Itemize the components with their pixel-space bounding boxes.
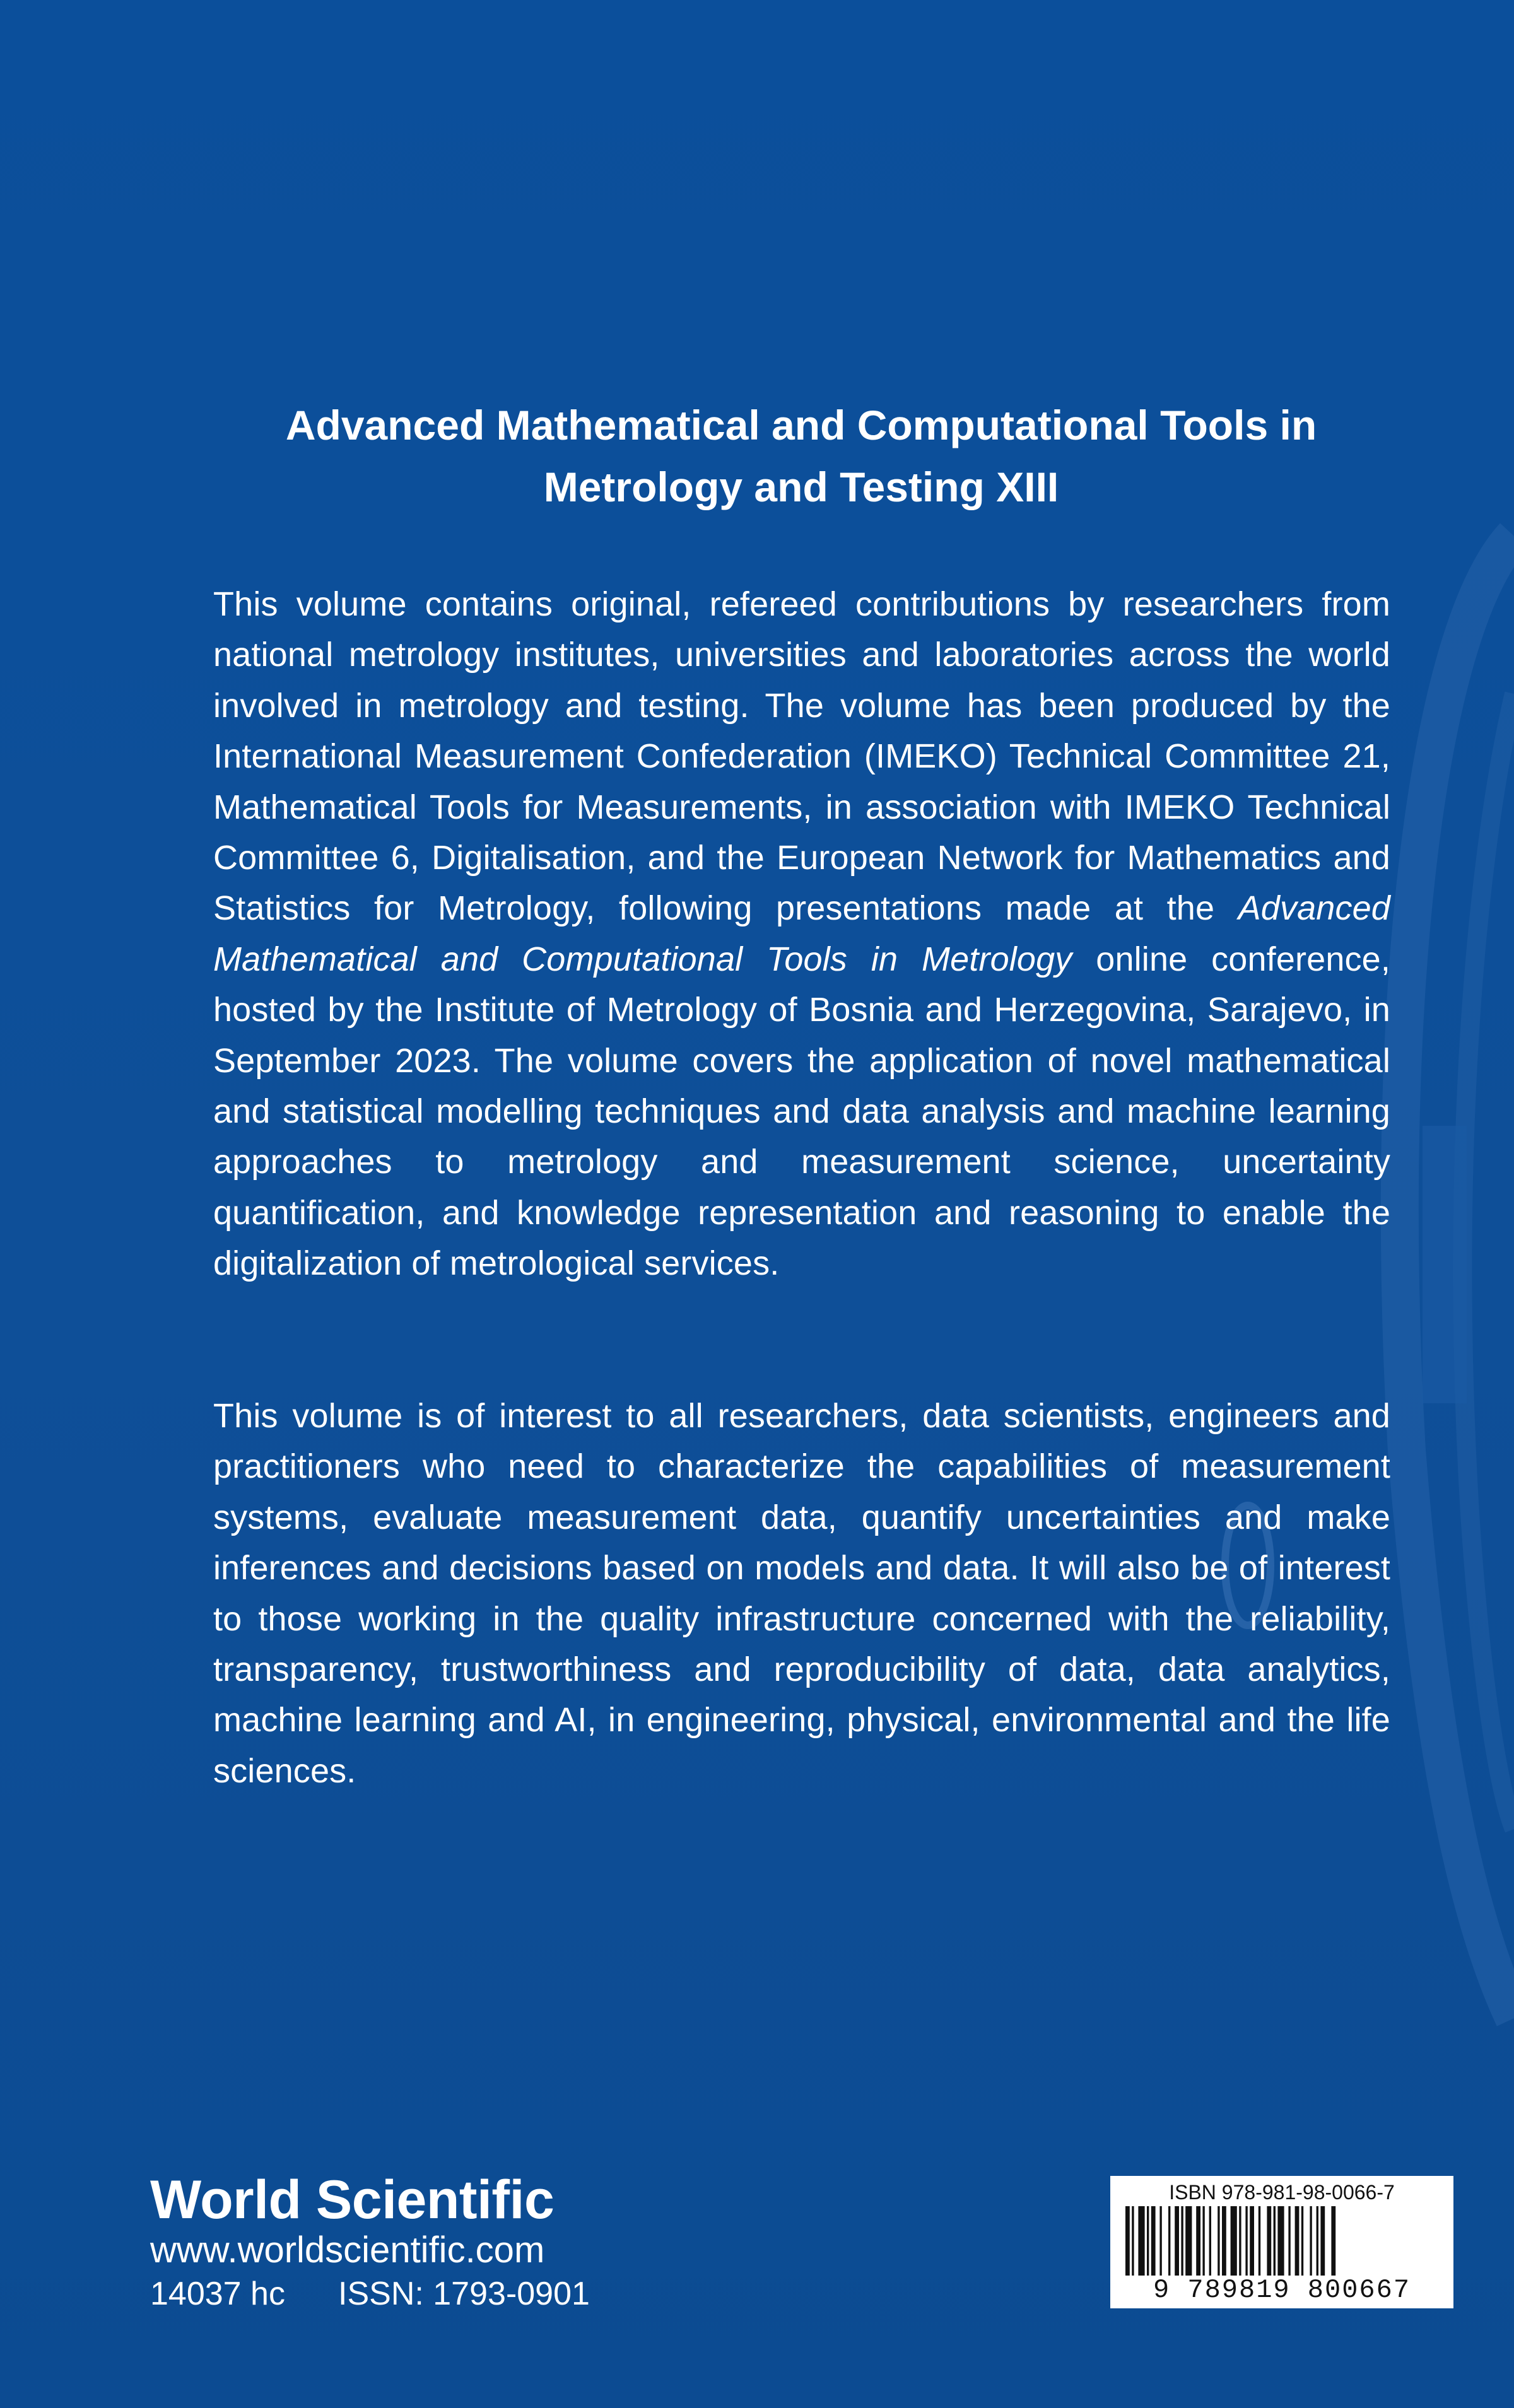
barcode-bar [1168,2206,1170,2276]
barcode-bar [1317,2206,1318,2276]
barcode-bar [1202,2206,1204,2276]
description-paragraph-1-part-a: This volume contains original, refereed contributions by researchers from national metrology institutes, universities and laboratories across the world involved in metrology and testing. The volume has been produced by the International Measurement Confederation (IMEKO) Technical Committee 21, Mathematical Tools for Measurements, in association with IMEKO Technical Committee 6, Digitalisation, and the European Network for Mathematics and Statistics for Metrology, following presentations made at the [213,585,1390,928]
barcode-bar [1222,2206,1226,2276]
publisher-url: www.worldscientific.com [150,2230,545,2271]
decorative-arc-inner [1462,694,1514,1829]
barcode-bar [1151,2206,1156,2276]
barcode-bar [1245,2206,1247,2276]
barcode-bar [1125,2206,1130,2276]
book-title-line-1: Advanced Mathematical and Computational Tools in [285,402,1317,448]
publisher-name: World Scientific [150,2170,555,2230]
barcode-bar [1196,2206,1200,2276]
barcode-bar [1295,2206,1300,2276]
description-paragraph-1 [213,579,1390,1289]
barcode-bar [1175,2206,1179,2276]
book-title-line-2: Metrology and Testing XIII [543,464,1059,510]
isbn-barcode [1110,2176,1453,2308]
barcode-bars [1123,2206,1441,2276]
barcode-bar [1231,2206,1237,2276]
series-code: 14037 hc [150,2276,285,2312]
barcode-bar [1138,2206,1144,2276]
barcode-bar [1274,2206,1276,2276]
description-paragraph-2: This volume is of interest to all researchers, data scientists, engineers and practitioners who need to characterize the capabilities of measurement systems, evaluate measurement data, quantify uncertainties and make inferences and decisions based on models and data. It will also be of interest to those working in the quality infrastructure concerned with the reliability, transparency, trustworthiness and reproducibility of data, data analytics, machine learning and AI, in engineering, physical, environmental and the life sciences. [213,1397,1390,1790]
barcode-bar [1288,2206,1290,2276]
barcode-bar [1239,2206,1241,2276]
barcode-bar [1147,2206,1149,2276]
barcode-bar [1259,2206,1260,2276]
issn-number: ISSN: 1793-0901 [338,2276,590,2312]
barcode-bar [1209,2206,1211,2276]
description-paragraph-1-part-b: online conference, hosted by the Institute of Metrology of Bosnia and Herzegovina, Sarajevo, in September 2023. The volume covers the application of novel mathematical and statistical modelling techniques and data analysis and machine learning approaches to metrology and measurement science, uncertainty quantification, and knowledge representation and reasoning to enable the digitalization of metrological services. [213,940,1390,1283]
barcode-bar [1277,2206,1284,2276]
barcode-bar [1267,2206,1271,2276]
barcode-bar [1320,2206,1325,2276]
barcode-bar [1310,2206,1312,2276]
isbn-label: ISBN 978-981-98-0066-7 [1169,2181,1395,2204]
barcode-digits: 9 789819 800667 [1153,2275,1411,2305]
barcode-bar [1132,2206,1134,2276]
barcode-bar [1250,2206,1254,2276]
barcode-bar [1159,2206,1161,2276]
barcode-bar [1331,2206,1335,2276]
barcode-bar [1218,2206,1219,2276]
barcode-bar [1301,2206,1303,2276]
decorative-bar-shape [1423,1126,1467,1403]
barcode-bar [1181,2206,1183,2276]
book-title [208,394,1394,518]
barcode-bar [1185,2206,1192,2276]
conference-name-italic: Advanced Mathematical and Computational Tools in Metrology [213,889,1390,978]
